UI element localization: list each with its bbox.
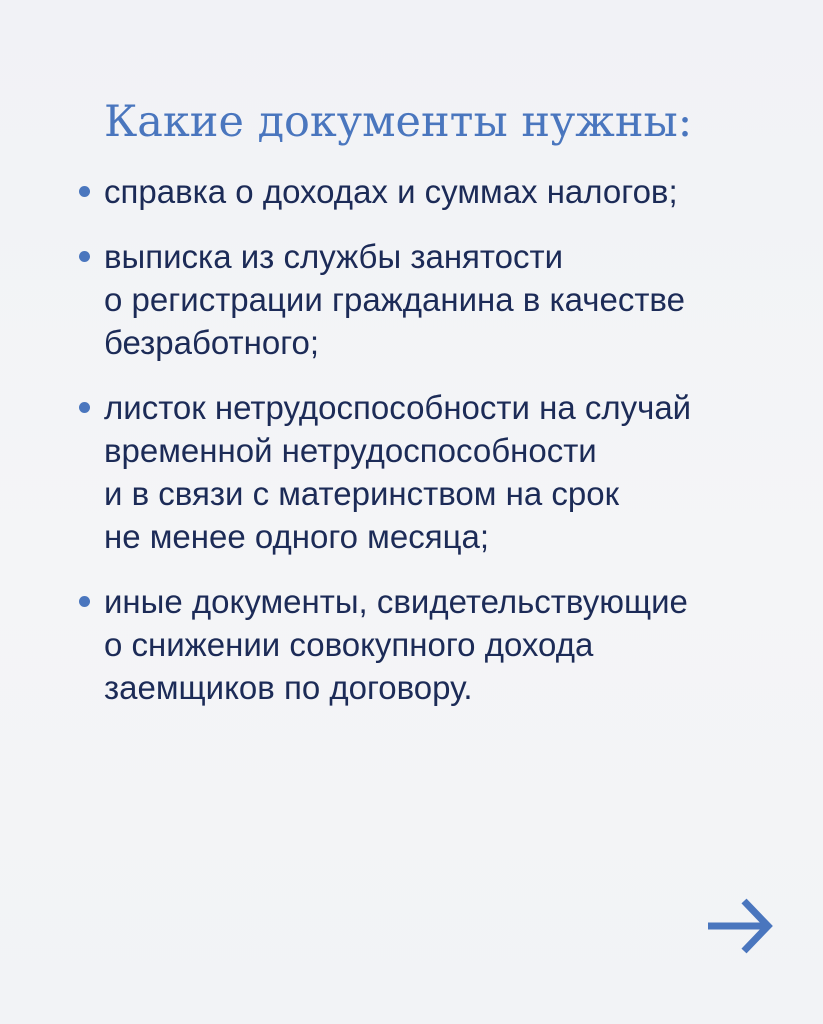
next-slide-button[interactable] [704, 894, 774, 958]
list-item-text: выписка из службы занятости о регистрации гражданина в качестве безработного; [104, 238, 685, 361]
bullet-icon [79, 596, 90, 607]
arrow-right-icon [704, 894, 774, 958]
list-item-text: листок нетрудоспособности на случай временной нетрудоспособности и в связи с материнством на срок не менее одного месяца; [104, 389, 692, 555]
list-item [74, 386, 784, 558]
page-title: Какие документы нужны: [104, 97, 693, 147]
list-item-text: иные документы, свидетельствующие о снижении совокупного дохода заемщиков по договору. [104, 583, 688, 706]
bullet-icon [79, 186, 90, 197]
list-item-text: справка о доходах и суммах налогов; [104, 173, 678, 210]
documents-list [74, 170, 784, 731]
bullet-icon [79, 402, 90, 413]
bullet-icon [79, 251, 90, 262]
list-item [74, 170, 784, 213]
list-item [74, 580, 784, 709]
list-item [74, 235, 784, 364]
